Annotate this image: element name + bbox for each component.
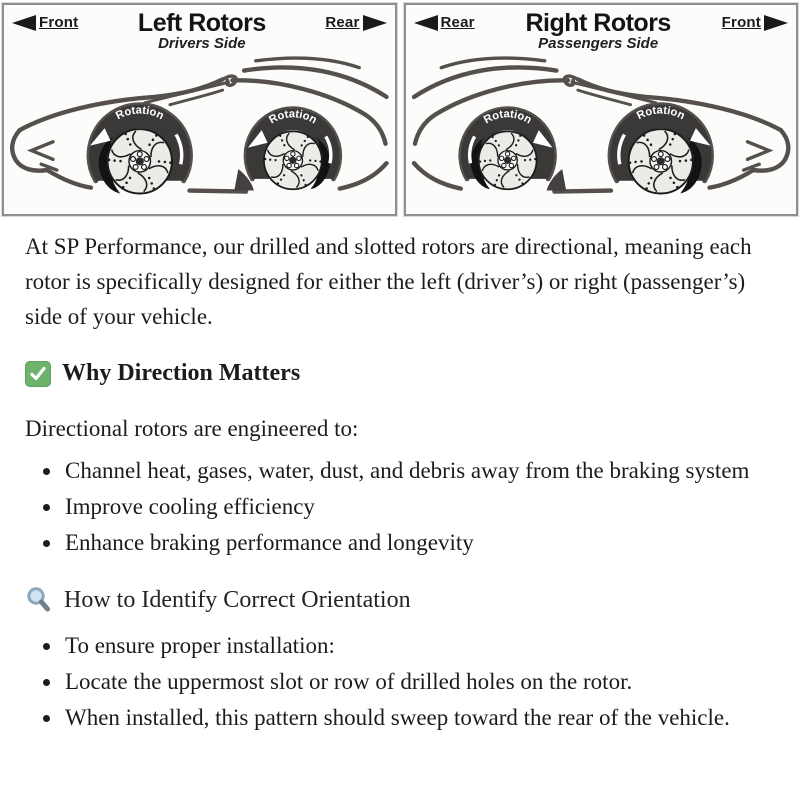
- rotation-label: Rotation: [267, 108, 319, 127]
- article-body: [0, 216, 800, 735]
- rotor-direction-diagram: [0, 0, 800, 216]
- installation-list: [25, 629, 760, 735]
- intro-paragraph: At SP Performance, our drilled and slotted rotors are directional, meaning each rotor is specifically designed for either the left (driver’s) or right (passenger’s) side of your vehicle.: [25, 234, 752, 329]
- list-item: • Channel heat, gases, water, dust, and debris away from the braking system: [63, 454, 760, 488]
- list-item: • Enhance braking performance and longevity: [63, 526, 760, 560]
- arrow-left-icon: [414, 15, 438, 31]
- arrow-left-icon: [12, 15, 36, 31]
- list-item: • To ensure proper installation:: [63, 629, 760, 663]
- rotation-label: Rotation: [481, 108, 534, 127]
- arrow-right-icon: [363, 15, 387, 31]
- front-direction: [12, 14, 78, 31]
- identify-orientation-heading: [25, 586, 760, 614]
- engineered-lead: Directional rotors are engineered to:: [25, 416, 359, 441]
- heading-text: How to Identify Correct Orientation: [64, 586, 411, 613]
- magnifying-glass-icon: [25, 586, 53, 614]
- car-illustration-right: [406, 54, 797, 212]
- direction-label: Front: [39, 14, 79, 31]
- direction-label: Front: [721, 14, 761, 31]
- check-mark-icon: [25, 361, 51, 387]
- left-panel-header: [4, 5, 395, 52]
- list-item: • Locate the uppermost slot or row of drilled holes on the rotor.: [63, 665, 760, 699]
- panel-title: Right Rotors: [525, 9, 671, 37]
- arrow-right-icon: [764, 15, 788, 31]
- front-direction: [722, 14, 788, 31]
- benefits-list: [25, 454, 760, 560]
- panel-subtitle: Passengers Side: [538, 35, 659, 53]
- list-item: • Improve cooling efficiency: [63, 490, 760, 524]
- list-item: • When installed, this pattern should sweep toward the rear of the vehicle.: [63, 701, 760, 735]
- right-rotors-panel: [404, 3, 799, 216]
- direction-label: Rear: [325, 14, 360, 31]
- why-direction-heading: [25, 360, 760, 387]
- rear-direction: [414, 14, 475, 31]
- rear-direction: [325, 14, 386, 31]
- panel-subtitle: Drivers Side: [158, 35, 246, 53]
- left-rotors-panel: [2, 3, 397, 216]
- right-panel-header: [406, 5, 797, 52]
- car-illustration-left: [4, 54, 395, 212]
- panel-title: Left Rotors: [137, 9, 266, 37]
- heading-text: Why Direction Matters: [62, 360, 301, 386]
- rotation-label: Rotation: [114, 104, 166, 123]
- direction-label: Rear: [440, 14, 475, 31]
- rotation-label: Rotation: [634, 104, 687, 123]
